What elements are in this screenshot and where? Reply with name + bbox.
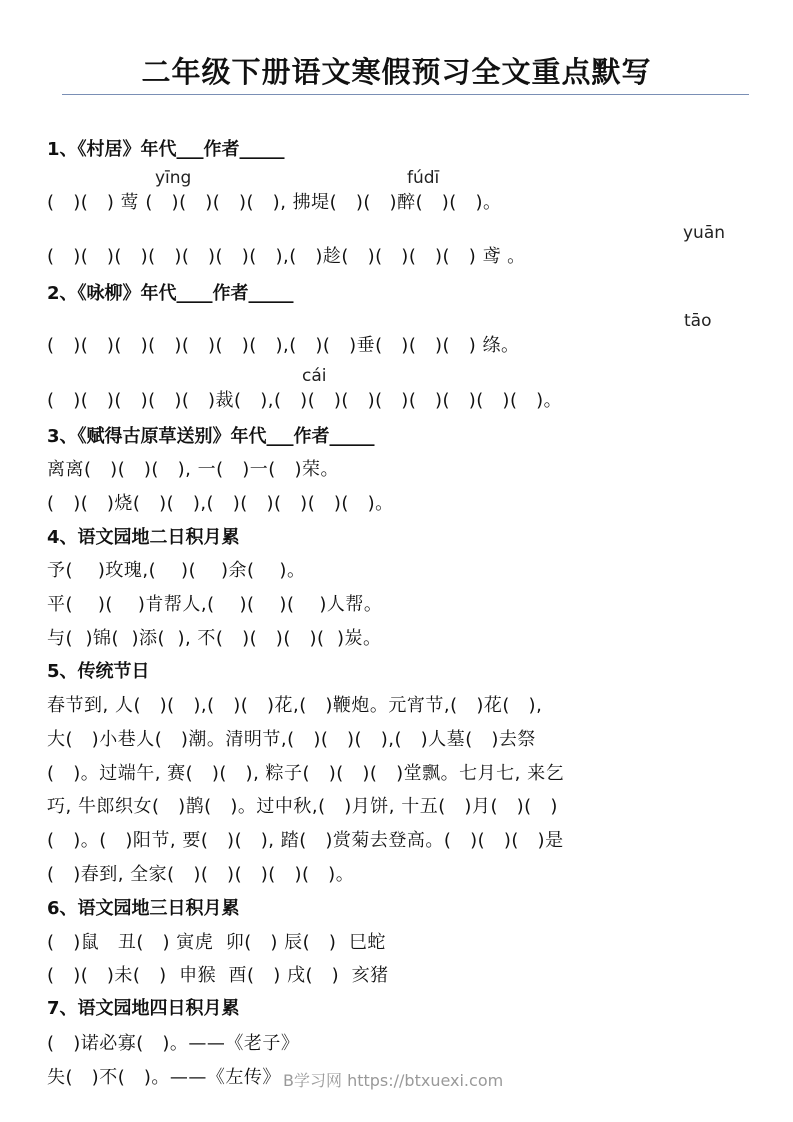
text-line: ( )( )烧( )( ),( )( )( )( )( )。 (47, 493, 394, 514)
text-line: 巧, 牛郎织女( )鹊( )。过中秋,( )月饼, 十五( )月( )( ) (47, 796, 558, 817)
text-line: ( )。过端午, 赛( )( ), 粽子( )( )( )堂飘。七月七, 来乞 (47, 763, 565, 784)
text-line: ( )( )( )( )( )( )( ),( )( )垂( )( )( ) 绦。 (47, 335, 520, 356)
text-line: ( )。( )阳节, 要( )( ), 踏( )赏菊去登高。( )( )( )是 (47, 830, 564, 851)
pinyin-annotation: cái (302, 366, 327, 386)
text-line: 春节到, 人( )( ),( )( )花,( )鞭炮。元宵节,( )花( ), (47, 695, 543, 716)
text-line: ( )鼠 丑( ) 寅虎 卯( ) 辰( ) 巳蛇 (47, 932, 386, 953)
title-divider (62, 94, 749, 95)
section-heading: 3、《赋得古原草送别》年代___作者_____ (47, 426, 375, 447)
text-line: ( )( )( )( )( )裁( ),( )( )( )( )( )( )( )( )。 (47, 390, 563, 411)
pinyin-annotation: fúdī (407, 168, 440, 188)
text-line: ( )( ) 莺 ( )( )( )( ), 拂堤( )( )醉( )( )。 (47, 192, 502, 213)
text-line: 离离( )( )( ), 一( )一( )荣。 (47, 459, 339, 480)
pinyin-annotation: yuān (683, 223, 726, 243)
text-line: 平( )( )肯帮人,( )( )( )人帮。 (47, 594, 383, 615)
text-line: ( )( )未( ) 申猴 酉( ) 戌( ) 亥猪 (47, 965, 389, 986)
text-line: 予( )玫瑰,( )( )余( )。 (47, 560, 306, 581)
text-line: ( )( )( )( )( )( )( ),( )趁( )( )( )( ) 鸢 。 (47, 246, 526, 267)
section-heading: 1、《村居》年代___作者_____ (47, 139, 285, 160)
section-heading: 6、语文园地三日积月累 (47, 898, 240, 919)
text-line: 与( )锦( )添( ), 不( )( )( )( )炭。 (47, 628, 382, 649)
text-line: 失( )不( )。——《左传》 (47, 1067, 281, 1088)
text-line: 大( )小巷人( )潮。清明节,( )( )( ),( )人墓( )去祭 (47, 729, 536, 750)
text-line: ( )诺必寡( )。——《老子》 (47, 1033, 300, 1054)
watermark: B学习网 https://btxuexi.com (283, 1071, 504, 1090)
text-line: ( )春到, 全家( )( )( )( )( )。 (47, 864, 355, 885)
page-title: 二年级下册语文寒假预习全文重点默写 (141, 55, 652, 89)
section-heading: 7、语文园地四日积月累 (47, 998, 240, 1019)
section-heading: 5、传统节日 (47, 661, 150, 682)
pinyin-annotation: yīng (155, 168, 192, 188)
section-heading: 2、《咏柳》年代____作者_____ (47, 283, 294, 304)
pinyin-annotation: tāo (684, 311, 712, 331)
section-heading: 4、语文园地二日积月累 (47, 527, 240, 548)
